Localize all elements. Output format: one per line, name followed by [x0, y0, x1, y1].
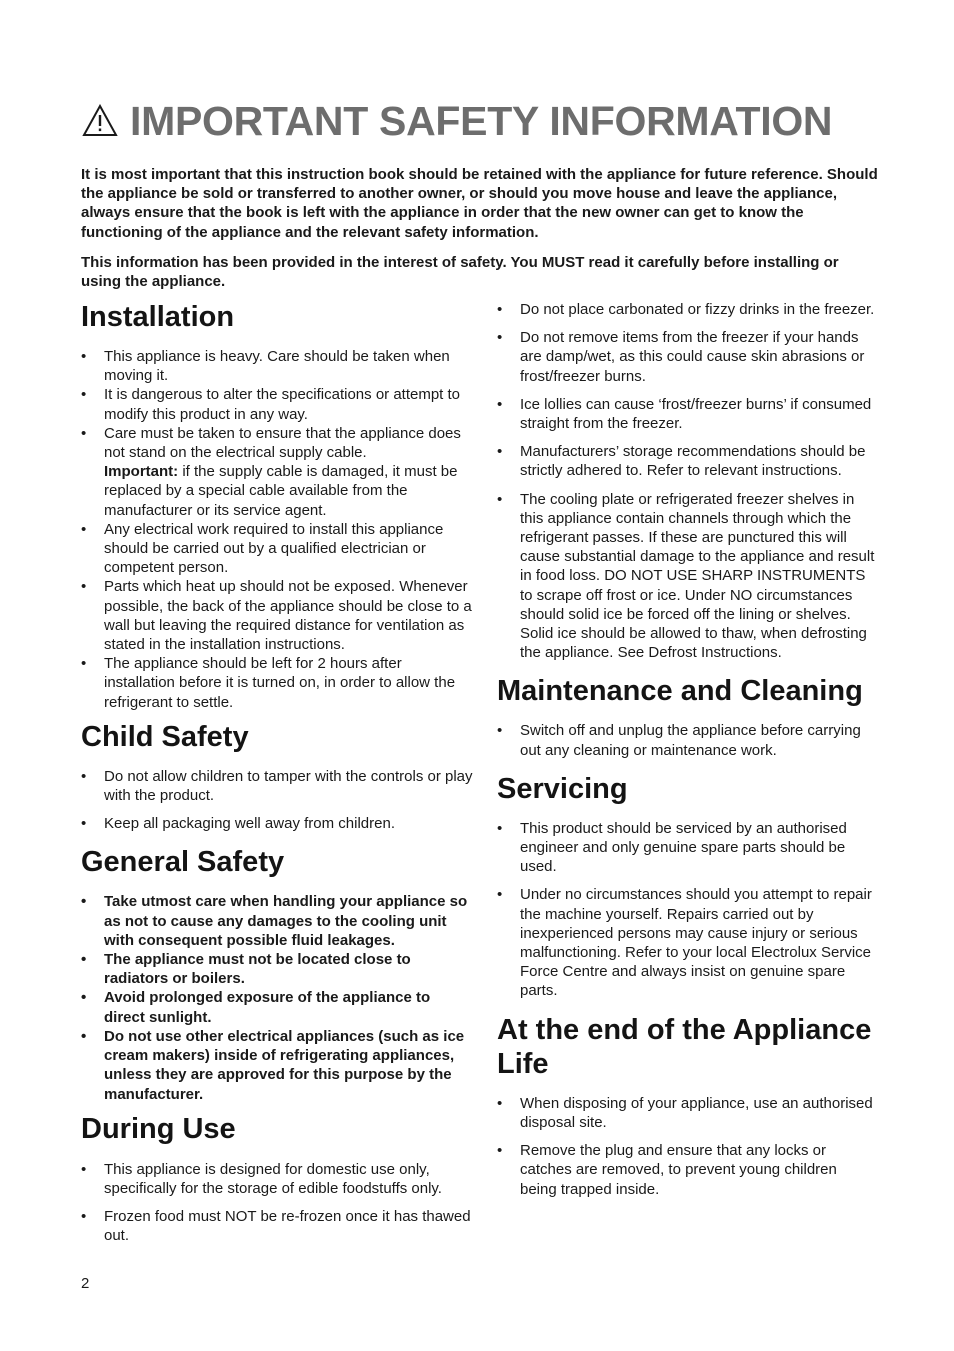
list-item [81, 654, 473, 712]
maintenance-list [497, 721, 877, 759]
list-item-text: Take utmost care when handling your appliance so as not to cause any damages to the cooling unit with consequent possible fluid leakages. [104, 893, 468, 949]
list-item-text: Avoid prolonged exposure of the appliance to direct sunlight. [104, 989, 431, 1026]
bullet-glyph: • [497, 1094, 503, 1112]
list-item [81, 1027, 473, 1104]
list-item-text: Under no circumstances should you attempt to repair the machine yourself. Repairs carried out by inexperienced persons may cause injury or serious malfunctioning. Refer to your local Electrolux Service Force Centre and always insist on genuine spare parts. [520, 886, 872, 1000]
list-item [81, 347, 473, 385]
bullet-glyph: • [497, 1142, 503, 1160]
list-item [81, 385, 473, 423]
list-item-text: The appliance must not be located close to radiators or boilers. [104, 951, 411, 988]
list-item-text: Switch off and unplug the appliance before carrying out any cleaning or maintenance work. [520, 722, 861, 759]
list-item-text: When disposing of your appliance, use an authorised disposal site. [520, 1094, 873, 1131]
list-item [497, 395, 877, 433]
list-item-text: Do not place carbonated or fizzy drinks in the freezer. [520, 301, 875, 318]
bullet-glyph: • [497, 443, 503, 461]
bullet-glyph: • [497, 886, 503, 904]
list-item-text: This product should be serviced by an authorised engineer and only genuine spare parts should be used. [520, 819, 847, 876]
installation-list [81, 347, 473, 712]
bullet-glyph: • [81, 815, 87, 833]
list-item [81, 577, 473, 654]
page-title-row [82, 96, 832, 146]
bullet-glyph: • [81, 424, 87, 442]
bullet-glyph: • [497, 395, 503, 413]
bullet-glyph: • [81, 1027, 87, 1045]
bullet-glyph: • [81, 1160, 87, 1178]
page-number: 2 [81, 1275, 90, 1292]
bullet-glyph: • [81, 386, 87, 404]
list-item-text: Do not remove items from the freezer if your hands are damp/wet, as this could cause skin abrasions or frost/freezer burns. [520, 329, 865, 385]
list-item [81, 424, 473, 520]
list-item-text: This appliance is heavy. Care should be taken when moving it. [104, 348, 450, 385]
servicing-list [497, 819, 877, 1001]
list-item-text: Do not use other electrical appliances (such as ice cream makers) inside of refrigerating appliances, unless they are approved for this purpose by the manufacturer. [104, 1027, 465, 1103]
bullet-glyph: • [81, 655, 87, 673]
list-item-text: Manufacturers’ storage recommendations should be strictly adhered to. Refer to relevant instructions. [520, 443, 866, 480]
list-item [497, 885, 877, 1000]
bullet-glyph: • [81, 951, 87, 969]
list-item [81, 892, 473, 950]
list-item-text: Care must be taken to ensure that the appliance does not stand on the electrical supply cable. [104, 424, 461, 462]
list-item [497, 819, 877, 877]
list-item [81, 1160, 473, 1198]
bullet-glyph: • [81, 893, 87, 911]
during-use-continued-list [497, 300, 877, 662]
list-item-text: This appliance is designed for domestic use only, specifically for the storage of edible foodstuffs only. [104, 1160, 442, 1197]
intro-safety-note: This information has been provided in the interest of safety. You MUST read it carefully before installing or using the appliance. [81, 254, 839, 291]
list-item [81, 520, 473, 578]
end-of-life-list [497, 1094, 877, 1199]
installation-heading: Installation [81, 301, 235, 333]
bullet-glyph: • [81, 520, 87, 538]
during-use-list [81, 1160, 473, 1246]
bullet-glyph: • [497, 819, 503, 837]
right-column [497, 300, 877, 1199]
child-safety-heading: Child Safety [81, 720, 249, 753]
list-item [81, 988, 473, 1026]
general-safety-list [81, 892, 473, 1103]
list-item [497, 1141, 877, 1199]
bullet-glyph: • [81, 578, 87, 596]
bullet-glyph: • [497, 722, 503, 740]
list-item [81, 1207, 473, 1245]
bullet-glyph: • [81, 989, 87, 1007]
warning-triangle-icon [82, 104, 118, 138]
maintenance-heading: Maintenance and Cleaning [497, 675, 863, 708]
during-use-heading: During Use [81, 1112, 236, 1145]
list-item [81, 767, 473, 805]
list-item [497, 300, 877, 319]
left-column [81, 300, 473, 1246]
list-item-text: The appliance should be left for 2 hours after installation before it is turned on, in order to allow the refrigerant to settle. [104, 655, 456, 711]
list-item-text: Any electrical work required to install this appliance should be carried out by a qualified electrician or competent person. [104, 520, 444, 577]
bullet-glyph: • [81, 348, 87, 365]
page-title: IMPORTANT SAFETY INFORMATION [130, 98, 833, 144]
list-item-text: Do not allow children to tamper with the controls or play with the product. [104, 767, 473, 805]
bullet-glyph: • [497, 490, 503, 508]
list-item [81, 814, 473, 833]
list-item [497, 721, 877, 759]
list-item [497, 1094, 877, 1132]
list-item-text: It is dangerous to alter the specifications or attempt to modify this product in any way. [104, 386, 461, 423]
list-item [81, 950, 473, 988]
list-item-text: Keep all packaging well away from children. [104, 815, 395, 833]
list-item-text: Remove the plug and ensure that any locks or catches are removed, to prevent young children being trapped inside. [520, 1142, 837, 1198]
list-item [497, 328, 877, 386]
important-text: if the supply cable is damaged, it must be replaced by a special cable available from the manufacturer or its service agent. [104, 463, 458, 519]
bullet-glyph: • [81, 767, 87, 785]
end-of-life-heading: At the end of the Appliance Life [497, 1013, 872, 1080]
servicing-heading: Servicing [497, 772, 628, 805]
important-label: Important: [104, 463, 179, 481]
list-item-text: Ice lollies can cause ‘frost/freezer burns’ if consumed straight from the freezer. [520, 395, 872, 433]
list-item-text: The cooling plate or refrigerated freezer shelves in this appliance contain channels through which the refrigerant passes. If these are punctured this will cause substantial damage to the appliance and result in food loss. DO NOT USE SHARP INSTRUMENTS to scrape off frost or ice. Under NO circumstances should solid ice be forced off the lining or shelves. Solid ice should be allowed to thaw, when defrosting the appliance. See Defrost Instructions. [520, 490, 875, 662]
list-item [497, 442, 877, 480]
child-safety-list [81, 767, 473, 834]
list-item-text: Frozen food must NOT be re-frozen once it has thawed out. [104, 1208, 471, 1245]
general-safety-heading: General Safety [81, 846, 285, 879]
bullet-glyph: • [497, 301, 503, 318]
intro-paragraph: It is most important that this instruction book should be retained with the appliance for future reference. Should the appliance be sold or transferred to another owner, or should you move house and leave the appliance, always ensure that the book is left with the appliance in order that the new owner can get to know the functioning of the appliance and the relevant safety information. [81, 166, 878, 241]
bullet-glyph: • [497, 329, 503, 347]
bullet-glyph: • [81, 1208, 87, 1226]
list-item-text: Parts which heat up should not be exposed. Whenever possible, the back of the appliance should be close to a wall but leaving the required distance for ventilation as stated in the installation instructions. [104, 578, 472, 654]
list-item [497, 490, 877, 663]
